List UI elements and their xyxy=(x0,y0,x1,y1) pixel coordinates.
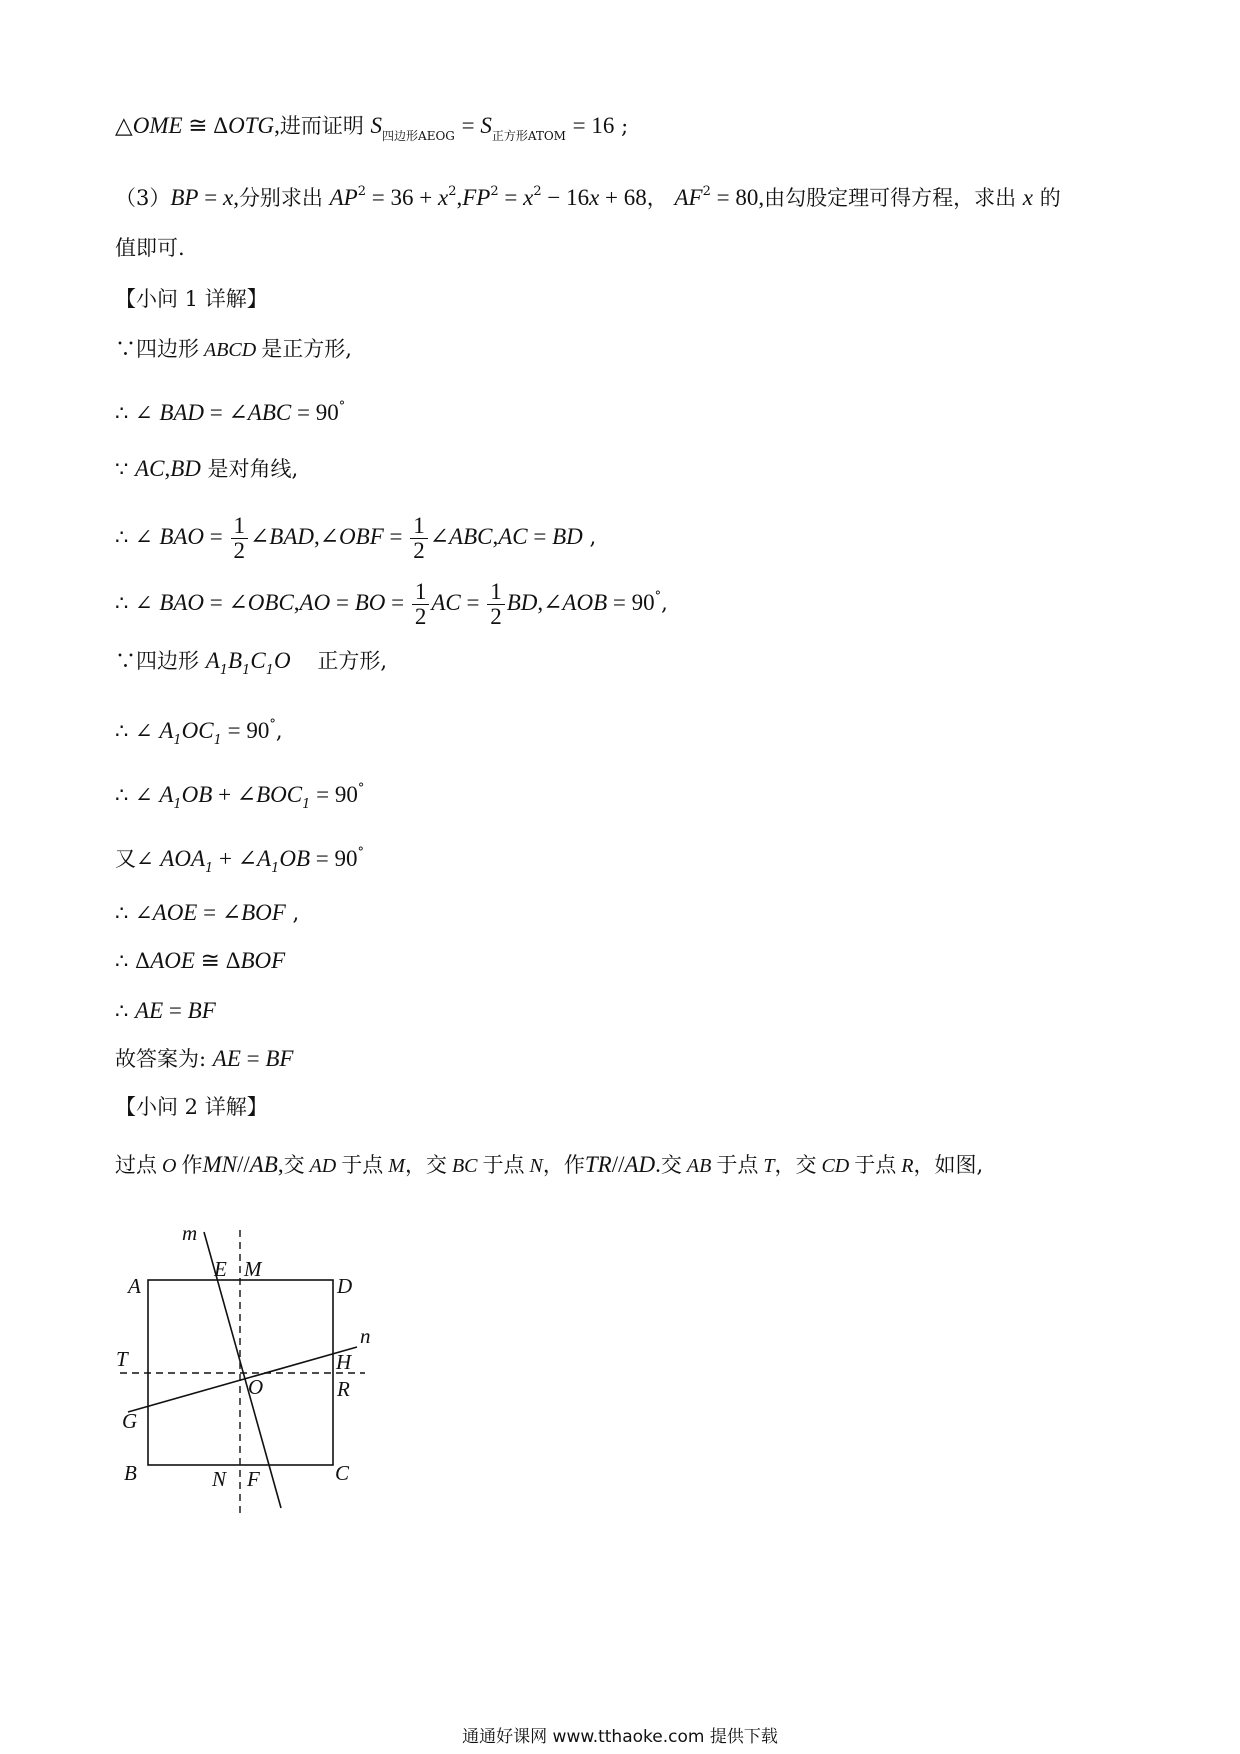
line-2: （3）BP = x,分别求出 $AP^2 = 36 + x^2,FP^2 = x^2 - 16x + 68$， $AF^2 = 80$,由勾股定理可得方程，求出 x 的 xyxy=(115,184,1061,210)
solution-line-12: ∴ AE = BF xyxy=(115,998,216,1023)
label-n: n xyxy=(360,1324,371,1348)
construction-line: 过点 O 作MN//AB,交 AD 于点 M，交 BC 于点 N，作TR//AD.交 AB 于点 T，交 CD 于点 R，如图, xyxy=(115,1152,984,1177)
solution-line-2: ∴ ∠ BAD = ∠ABC = 90° xyxy=(115,399,346,425)
label-C: C xyxy=(335,1461,350,1485)
solution-line-10: ∴ ∠AOE = ∠BOF , xyxy=(115,900,300,925)
solution-line-4: ∴ ∠ BAO = $\frac{1}{2}$ ∠BAD,∠OBF = $\frac{1}{2}$ ∠ABC,AC = BD , xyxy=(115,513,597,563)
label-G: G xyxy=(122,1409,138,1433)
heading-part-2: 【小问 2 详解】 xyxy=(115,1095,268,1119)
label-H: H xyxy=(336,1350,352,1374)
label-B: B xyxy=(124,1461,137,1485)
solution-line-9: 又∠ $AOA_1$ + $\angle A_1OB = 90^\circ$ xyxy=(115,845,365,876)
sub-square: 正方形ATOM xyxy=(491,129,566,143)
heading-part-1: 【小问 1 详解】 xyxy=(115,287,268,311)
page-footer: 通通好课网 www.tthaoke.com 提供下载 xyxy=(462,1727,778,1747)
line-1: △OME ≅ ΔOTG,进而证明 $S_{四边形AEOG} = S_{正方形ATOM} = 16$ ; xyxy=(115,113,629,143)
answer-line: 故答案为: AE = BF xyxy=(115,1046,294,1071)
solution-line-11: ∴ ΔAOE ≅ ΔBOF xyxy=(115,948,286,973)
solution-line-5: ∴ ∠ BAO = ∠OBC,AO = BO = $\frac{1}{2}$ AC = $\frac{1}{2}$ BD,∠AOB = 90°, xyxy=(115,579,668,629)
label-O: O xyxy=(248,1375,264,1399)
label-m: m xyxy=(182,1221,198,1245)
label-D: D xyxy=(337,1274,353,1298)
label-E: E xyxy=(214,1257,227,1281)
solution-line-1: ∵四边形 ABCD 是正方形, xyxy=(115,337,352,361)
solution-line-3: ∵ AC,BD 是对角线, xyxy=(115,456,299,481)
label-M: M xyxy=(244,1257,262,1281)
label-T: T xyxy=(116,1347,128,1371)
label-R: R xyxy=(337,1377,350,1401)
line-3: 值即可. xyxy=(115,236,185,260)
label-F: F xyxy=(247,1467,260,1491)
label-A: A xyxy=(128,1274,141,1298)
geometry-figure xyxy=(110,1218,410,1518)
solution-line-6: ∵四边形 $A_1B_1C_1O$ 正方形, xyxy=(115,648,388,678)
label-N: N xyxy=(212,1467,227,1491)
solution-line-7: ∴ ∠ $A_1OC_1 = 90^\circ$, xyxy=(115,717,283,748)
line-n xyxy=(128,1347,357,1412)
sub-quad: 四边形AEOG xyxy=(382,129,455,143)
solution-line-8: ∴ ∠ $A_1OB$ + $\angle BOC_1 = 90^\circ$ xyxy=(115,781,365,812)
